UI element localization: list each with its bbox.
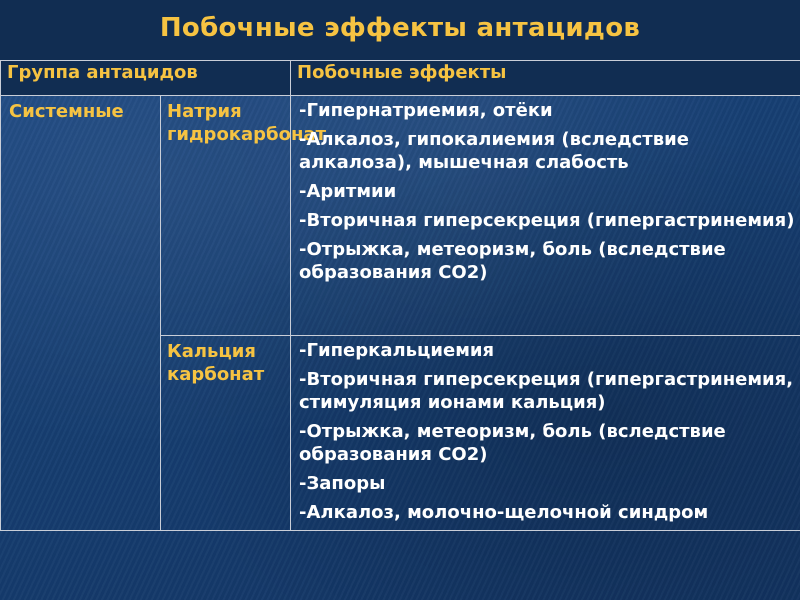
- effect-item: -Запоры: [299, 473, 386, 494]
- table-row: [1, 96, 800, 336]
- side-effects-table: [0, 60, 800, 531]
- effect-item: -Гиперкальциемия: [299, 340, 495, 361]
- drug-cell: Натрия гидрокарбонат: [161, 96, 291, 336]
- header-group: Группа антацидов: [1, 61, 291, 96]
- effect-item: -Алкалоз, гипокалиемия (вследствие алкалоза), мышечная слабость: [299, 129, 689, 173]
- effects-cell: [291, 96, 800, 336]
- effect-item: -Вторичная гиперсекреция (гипергастринемия, стимуляция ионами кальция): [299, 369, 794, 413]
- effect-item: -Аритмии: [299, 181, 397, 202]
- effects-cell: [291, 336, 800, 531]
- effect-item: -Гипернатриемия, отёки: [299, 100, 553, 121]
- table-header-row: [1, 61, 800, 96]
- effect-item: -Алкалоз, молочно-щелочной синдром: [299, 502, 709, 523]
- effect-item: -Отрыжка, метеоризм, боль (вследствие образования CO2): [299, 239, 726, 283]
- effect-item: -Вторичная гиперсекреция (гипергастринемия): [299, 210, 795, 231]
- header-effects: Побочные эффекты: [291, 61, 800, 96]
- drug-cell: Кальция карбонат: [161, 336, 291, 531]
- group-cell: Системные: [1, 96, 161, 531]
- effect-item: -Отрыжка, метеоризм, боль (вследствие образования CO2): [299, 421, 726, 465]
- slide-title: Побочные эффекты антацидов: [159, 13, 641, 43]
